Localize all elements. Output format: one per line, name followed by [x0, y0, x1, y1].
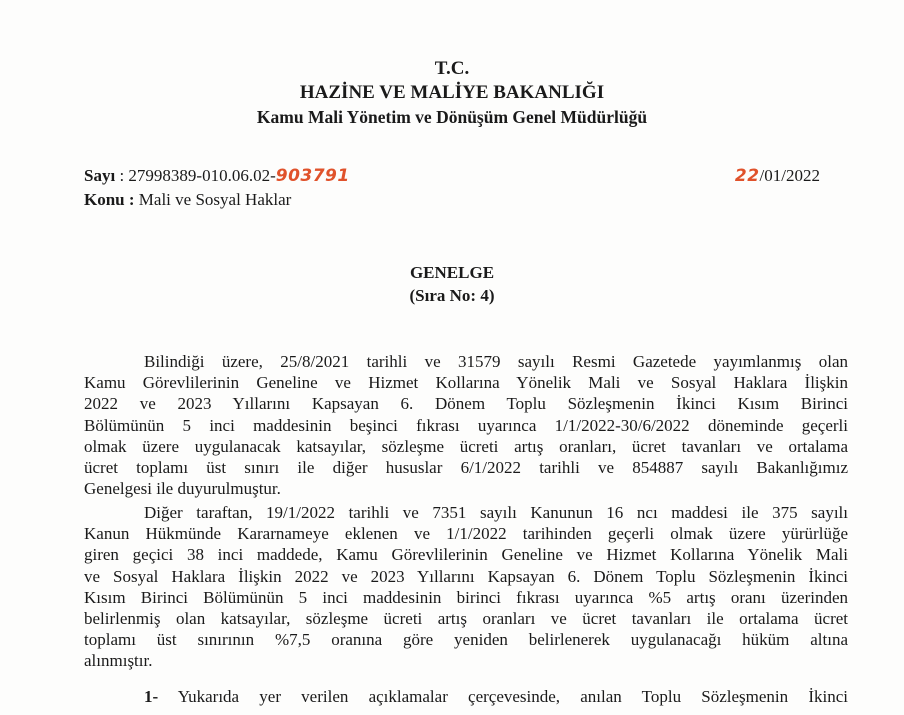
paragraph-line: belirlenmiş olan katsayılar, sözleşme ücreti artış oranları ve ücret tavanları ile ortalama ücret: [84, 609, 848, 629]
sayi-handwritten-number: 903791: [275, 166, 350, 186]
konu-label: Konu :: [84, 190, 135, 209]
paragraph-line: [84, 686, 848, 707]
paragraph-line: Bilindiği üzere, 25/8/2021 tarihli ve 31579 sayılı Resmi Gazetede yayımlanmış olan: [144, 352, 848, 371]
document-date: [735, 164, 820, 188]
paragraph-line: Diğer taraftan, 19/1/2022 tarihli ve 7351 sayılı Kanunun 16 ncı maddesi ile 375 sayılı: [144, 503, 848, 522]
paragraph-1: [84, 351, 848, 499]
paragraph-line: Kanun Hükmünde Kararnameye eklenen ve 1/1/2022 tarihinden geçerli olmak üzere yürürlüğe: [84, 524, 848, 544]
document-meta: [84, 164, 350, 212]
paragraph-line: ve Sosyal Haklara İlişkin 2022 ve 2023 Yıllarını Kapsayan 6. Dönem Toplu Sözleşmenin İkinci: [84, 566, 848, 586]
header-directorate: Kamu Mali Yönetim ve Dönüşüm Genel Müdürlüğü: [256, 107, 648, 127]
date-handwritten-day: 22: [734, 166, 760, 186]
paragraph-line: Kamu Görevlilerinin Geneline ve Hizmet Kollarına Yönelik Mali ve Sosyal Haklara İlişkin: [84, 373, 848, 393]
header-ministry: HAZİNE VE MALİYE BAKANLIĞI: [299, 82, 605, 103]
date-month-year: /01/2022: [759, 166, 820, 185]
header-tc: T.C.: [434, 58, 470, 79]
paragraph-line: giren geçici 38 inci maddede, Kamu Görevlilerinin Geneline ve Hizmet Kollarına Yönelik Mali: [84, 545, 848, 565]
item-text: Yukarıda yer verilen açıklamalar çerçevesinde, anılan Toplu Sözleşmenin İkinci: [177, 687, 848, 706]
paragraph-line: 2022 ve 2023 Yıllarını Kapsayan 6. Dönem Toplu Sözleşmenin İkinci Kısım Birinci: [84, 394, 848, 414]
document-title: [0, 261, 904, 307]
item-number: 1-: [144, 687, 159, 706]
title-genelge: GENELGE: [409, 263, 495, 282]
paragraph-line: Bölümünün 5 inci maddesinin beşinci fıkrası uyarınca 1/1/2022-30/6/2022 döneminde geçerli: [84, 415, 848, 435]
paragraph-line: alınmıştır.: [84, 651, 153, 671]
sayi-value: : 27998389-010.06.02-: [119, 166, 276, 185]
paragraph-line: Genelgesi ile duyurulmuştur.: [84, 479, 281, 499]
sayi-row: [84, 164, 350, 188]
konu-row: [84, 188, 350, 212]
paragraph-3: [84, 686, 848, 707]
paragraph-line: toplamı üst sınırının %7,5 oranına göre yeniden belirlenerek uygulanacağı hüküm altına: [84, 630, 848, 650]
paragraph-2: [84, 502, 848, 672]
sayi-label: Sayı: [84, 166, 116, 185]
letterhead: [0, 58, 904, 128]
title-sira-no: (Sıra No: 4): [409, 286, 495, 305]
paragraph-line: ücret toplamı üst sınırı ile diğer hususlar 6/1/2022 tarihli ve 854887 sayılı Bakanlığımız: [84, 458, 848, 478]
paragraph-line: olmak üzere uygulanacak katsayılar, sözleşme ücreti artış oranları, ücret tavanları ve ortalama: [84, 436, 848, 456]
konu-value: Mali ve Sosyal Haklar: [138, 190, 292, 209]
paragraph-line: Kısım Birinci Bölümünün 5 inci maddesinin birinci fıkrası uyarınca %5 artış oranı üzerinden: [84, 587, 848, 607]
